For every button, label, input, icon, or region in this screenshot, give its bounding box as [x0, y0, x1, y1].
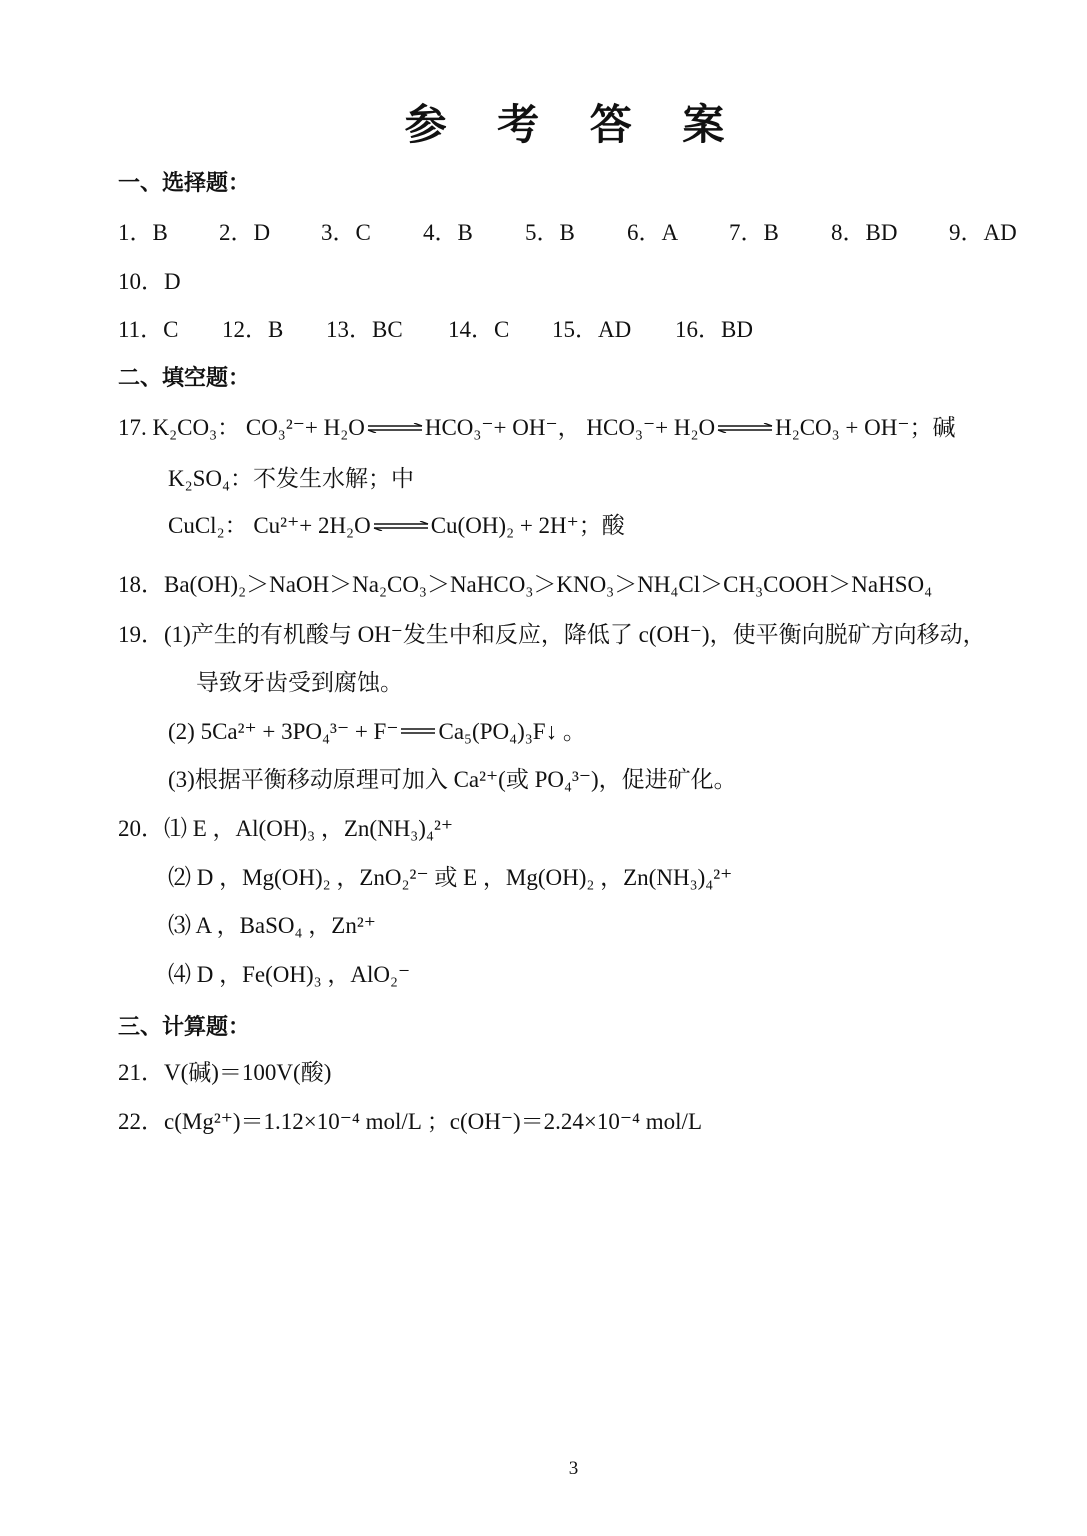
- equilibrium-arrow-icon: [366, 423, 424, 433]
- q17-eq3-right: Cu(OH)₂ + 2H⁺；酸: [430, 513, 625, 538]
- q21-answer: 21．V(碱)＝100V(酸): [118, 1060, 332, 1085]
- q20-line-4: ⑷ D ，Fe(OH)₃ ，AlO₂⁻: [168, 962, 411, 987]
- q17-eq2-right: H₂CO₃ + OH⁻；碱: [775, 415, 956, 440]
- answer-11: 11．C: [118, 317, 179, 342]
- section-heading-fill-in: 二、填空题：: [118, 366, 251, 391]
- q17-line-2: K₂SO₄：不发生水解；中: [168, 466, 415, 491]
- answer-9: 9．AD: [949, 220, 1017, 245]
- q19-line-2: 导致牙齿受到腐蚀。: [196, 670, 403, 695]
- q17-line-1: [118, 413, 956, 443]
- answer-4: 4．B: [423, 220, 473, 245]
- q17-eq1-left: CO₃²⁻+ H₂O: [245, 415, 365, 440]
- q20-line-2: ⑵ D ，Mg(OH)₂ ，ZnO₂²⁻ 或 E ，Mg(OH)₂ ，Zn(NH₃)₄²⁺: [168, 865, 733, 890]
- q17-salt-cucl2: CuCl₂：: [168, 513, 248, 538]
- answer-15: 15．AD: [552, 317, 632, 342]
- q19-line-4: (3)根据平衡移动原理可加入 Ca²⁺(或 PO₄³⁻)，促进矿化。: [168, 767, 737, 792]
- answer-1: 1．B: [118, 220, 168, 245]
- section-heading-calculation: 三、计算题：: [118, 1015, 251, 1040]
- answer-2: 2．D: [219, 220, 271, 245]
- answer-8: 8．BD: [831, 220, 898, 245]
- q19-line-3: [168, 717, 586, 747]
- answer-3: 3．C: [321, 220, 371, 245]
- answer-7: 7．B: [729, 220, 779, 245]
- equals-double-line-icon: [401, 727, 435, 735]
- equilibrium-arrow-icon: [716, 423, 774, 433]
- q22-answer: 22．c(Mg²⁺)＝1.12×10⁻⁴ mol/L ；c(OH⁻)＝2.24×10⁻⁴ mol/L: [118, 1109, 702, 1134]
- q17-eq2-left: HCO₃⁻+ H₂O: [586, 415, 716, 440]
- answer-13: 13．BC: [326, 317, 403, 342]
- q19-line-1: 19．(1)产生的有机酸与 OH⁻发生中和反应，降低了 c(OH⁻)，使平衡向脱矿方向移动，: [118, 622, 986, 647]
- answer-16: 16．BD: [675, 317, 753, 342]
- q17-salt-k2co3: K₂CO₃：: [152, 415, 241, 440]
- answer-5: 5．B: [525, 220, 575, 245]
- q17-line-3: [168, 511, 625, 541]
- page-title: 参 考 答 案: [404, 100, 743, 149]
- q17-number: 17.: [118, 415, 147, 440]
- q17-eq1-right: HCO₃⁻+ OH⁻，: [424, 415, 581, 440]
- page-number: 3: [568, 1458, 579, 1479]
- q17-eq3-left: Cu²⁺+ 2H₂O: [253, 513, 371, 538]
- answer-6: 6．A: [627, 220, 679, 245]
- answer-14: 14．C: [448, 317, 510, 342]
- answer-12: 12．B: [222, 317, 284, 342]
- q19-eq-left: (2) 5Ca²⁺ + 3PO₄³⁻ + F⁻: [168, 719, 399, 744]
- section-heading-multiple-choice: 一、选择题：: [118, 171, 251, 196]
- q20-line-1: 20．⑴ E ，Al(OH)₃ ，Zn(NH₃)₄²⁺: [118, 816, 454, 841]
- q19-eq-right: Ca₅(PO₄)₃F↓ 。: [438, 719, 586, 744]
- q20-line-3: ⑶ A ，BaSO₄ ，Zn²⁺: [168, 913, 376, 938]
- equilibrium-arrow-icon: [372, 521, 430, 531]
- answer-10: 10．D: [118, 269, 181, 294]
- q18-answer: 18．Ba(OH)₂＞NaOH＞Na₂CO₃＞NaHCO₃＞KNO₃＞NH₄Cl＞CH₃COOH＞NaHSO₄: [118, 572, 933, 597]
